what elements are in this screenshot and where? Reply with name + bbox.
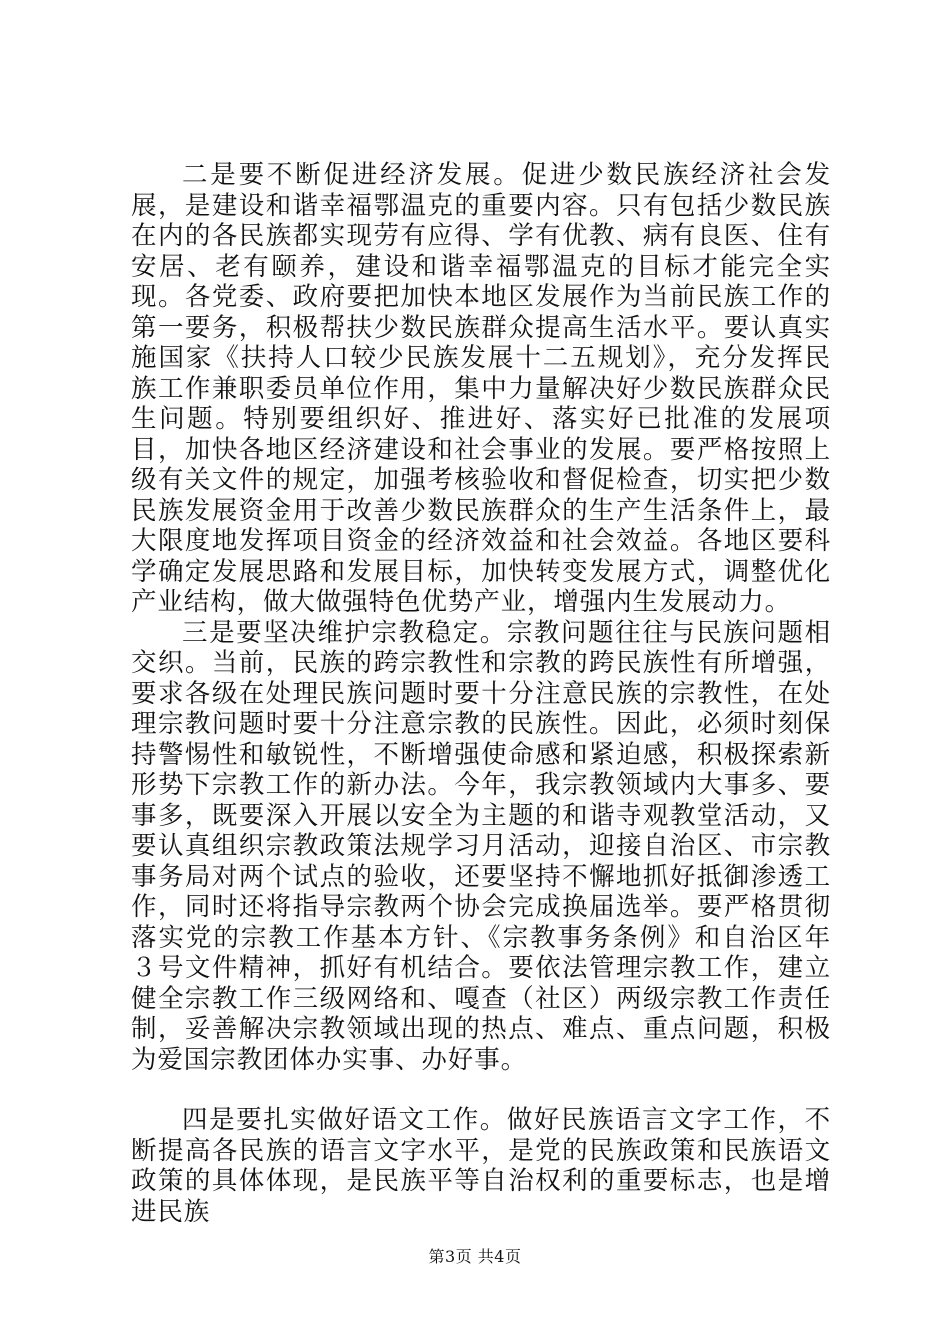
paragraph-religious-stability: 三是要坚决维护宗教稳定。宗教问题往往与民族问题相交织。当前，民族的跨宗教性和宗教的跨民族性有所增强，要求各级在处理民族问题时要十分注意民族的宗教性，在处理宗教问题时要十分注意宗教的民族性。因此，必须时刻保持警惕性和敏锐性，不断增强使命感和紧迫感，积极探索新形势下宗教工作的新办法。今年，我宗教领域内大事多、要事多，既要深入开展以安全为主题的和谐寺观教堂活动，又要认真组织宗教政策法规学习月活动，迎接自治区、市宗教事务局对两个试点的验收，还要坚持不懈地抓好抵御渗透工作，同时还将指导宗教两个协会完成换届选举。要严格贯彻落实党的宗教工作基本方针、《宗教事务条例》和自治区年３号文件精神，抓好有机结合。要依法管理宗教工作，建立健全宗教工作三级网络和、嘎查（社区）两级宗教工作责任制，妥善解决宗教领域出现的热点、难点、重点问题，积极为爱国宗教团体办实事、办好事。	[131, 617, 831, 1075]
paragraph-economic-development: 二是要不断促进经济发展。促进少数民族经济社会发展，是建设和谐幸福鄂温克的重要内容。只有包括少数民族在内的各民族都实现劳有应得、学有优教、病有良医、住有安居、老有颐养，建设和谐幸福鄂温克的目标才能完全实现。各党委、政府要把加快本地区发展作为当前民族工作的第一要务，积极帮扶少数民族群众提高生活水平。要认真实施国家《扶持人口较少民族发展十二五规划》，充分发挥民族工作兼职委员单位作用，集中力量解决好少数民族群众民生问题。特别要组织好、推进好、落实好已批准的发展项目，加快各地区经济建设和社会事业的发展。要严格按照上级有关文件的规定，加强考核验收和督促检查，切实把少数民族发展资金用于改善少数民族群众的生产生活条件上，最大限度地发挥项目资金的经济效益和社会效益。各地区要科学确定发展思路和发展目标，加快转变发展方式，调整优化产业结构，做大做强特色优势产业，增强内生发展动力。	[131, 160, 831, 617]
page-footer: 第3页 共4页	[428, 1247, 522, 1266]
paragraph-spacer	[131, 1075, 831, 1105]
paragraph-language-work: 四是要扎实做好语文工作。做好民族语言文字工作，不断提高各民族的语言文字水平，是党的民族政策和民族语文政策的具体体现，是民族平等自治权利的重要标志，也是增进民族	[131, 1105, 831, 1227]
document-body	[131, 160, 831, 1227]
